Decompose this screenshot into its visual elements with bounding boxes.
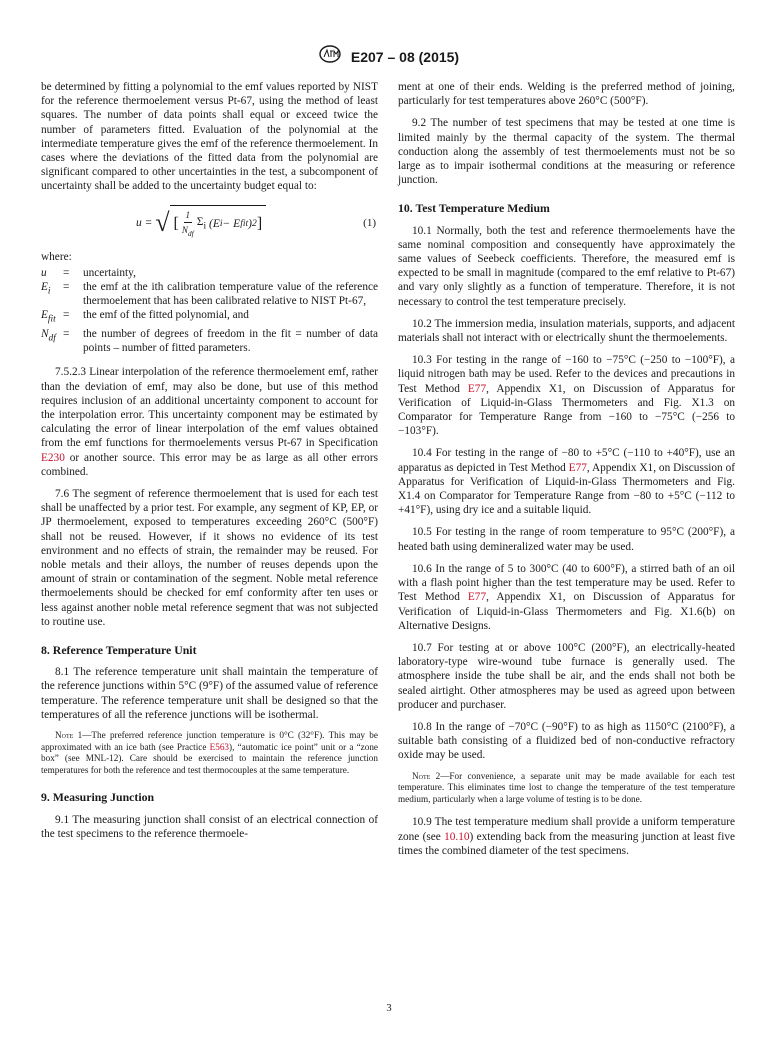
radical-icon: √ xyxy=(155,207,170,237)
link-e230[interactable]: E230 xyxy=(41,451,65,464)
note-1: Note 1—The preferred reference junction temperature is 0°C (32°F). This may be approximated with an ice bath (see Practice E563), “automatic ice point” unit or a “zone box” (see MNL-12). Care should be exercised to maintain the reference junction temperatures for both the reference and test thermocouples at the same temperature. xyxy=(41,729,379,775)
fraction-denominator: $N_{df}$ xyxy=(181,224,194,238)
paragraph-10-9: 10.9 The test temperature medium shall provide a uniform temperature zone (see 10.10) extending back from the measuring junction at least five times the combined diameter of the test specimens. xyxy=(398,816,735,857)
page-number: 3 xyxy=(386,1003,392,1014)
note-2: Note 2—For convenience, a separate unit may be made available for each test temperature. This eliminates time lost to change the temperature of the test temperature medium, particularly when a large volume of testing is to be done. xyxy=(398,770,735,804)
definition-row: u = uncertainty, xyxy=(41,266,136,279)
link-e77[interactable]: E77 xyxy=(568,461,587,474)
link-section-10-10[interactable]: 10.10 xyxy=(444,830,470,843)
equation-1 xyxy=(41,202,378,244)
paragraph-9-1: 9.1 The measuring junction shall consist of an electrical connection of the test specimens to the reference thermoele- xyxy=(41,813,378,840)
definition-row: $E_{fit}$ = the emf of the fitted polynomial, and xyxy=(41,309,249,325)
paragraph-10-3: 10.3 For testing in the range of −160 to −75°C (−250 to −100°F), a liquid nitrogen bath may be used. Refer to the devices and precautions in Test Method E77, Appendix X1, on Discussion of Apparatus for Verification of Liquid-in-Glass Thermometers and Fig. X1.3 on Comparator for Temperature Range from −160 to −75°C (−256 to −103°F). xyxy=(398,354,735,438)
standard-code: E207 – 08 (2015) xyxy=(350,48,460,65)
right-column xyxy=(398,80,735,866)
definition-row: $E_i$ = the emf at the ith calibration temperature value of the reference thermoelement that has been calibrated relative to NIST Pt-67, xyxy=(41,281,378,308)
paragraph-10-2: 10.2 The immersion media, insulation materials, supports, and adjacent materials shall not interact with or electrically shunt the thermoelements. xyxy=(398,317,735,345)
equation-number: (1) xyxy=(363,216,376,229)
left-column xyxy=(41,80,378,849)
equation-term: (E xyxy=(208,218,220,231)
paragraph-8-1: 8.1 The reference temperature unit shall maintain the temperature of the reference junctions within 5°C (9°F) of the assumed value of reference temperature. The reference temperature unit shall be designed so that the temperatures of all the reference junctions will be isothermal. xyxy=(41,666,378,721)
paragraph-9-1-continued: ment at one of their ends. Welding is the preferred method of joining, particularly for test temperatures above 260°C (500°F). xyxy=(398,81,735,108)
paragraph-10-6: 10.6 In the range of 5 to 300°C (40 to 600°F), a stirred bath of an oil with a flash point higher than the test temperature may be used. Refer to Test Method E77, Appendix X1, on Discussion of Apparatus for Verification of Liquid-in-Glass Thermometers and Fig. X1.6(b) on Alternative Designs. xyxy=(398,562,735,632)
fraction xyxy=(182,208,194,241)
paragraph-10-5: 10.5 For testing in the range of room temperature to 95°C (200°F), a heated bath using demineralized water may be used. xyxy=(398,526,735,553)
where-label: where: xyxy=(41,250,72,263)
paragraph-continued: be determined by fitting a polynomial to the emf values reported by NIST for the reference thermoelement versus Pt-67, using the method of least squares. The number of data points shall equal or exceed twice the number of parameters fitted. Evaluation of the polynomial at the intermediate temperature gives the emf of the reference thermoelement. In cases where the deviations of the fitted data from the polynomial are significant compared to other uncertainties in the test, a subcomponent of uncertainty shall be added to the uncertainty budget equal to: xyxy=(41,81,378,193)
paragraph-10-7: 10.7 For testing at or above 100°C (200°F), an electrically-heated laboratory-type wire-wound tube furnace is generally used. The atmosphere inside the tube shall be air, and the ends shall not both be sealed airtight. Other atmospheres may be used as agreed upon between producer and purchaser. xyxy=(398,641,735,711)
link-e77[interactable]: E77 xyxy=(467,591,487,604)
link-e563[interactable]: E563 xyxy=(209,741,230,752)
astm-logo-icon xyxy=(319,45,341,68)
paragraph-7-5-2-3: 7.5.2.3 Linear interpolation of the reference thermoelement emf, rather than the deviation of emf, may also be done, but use of this method requires inclusion of an additional uncertainty component to account for the interpolation error. This uncertainty component may be estimated by calculating the error of linear interpolation of the emf values obtained from the emf functions for thermoelements versus Pt-67 in Specification E230 or another source. This error may be as large as all other errors combined. xyxy=(41,366,378,478)
square-root: √ [ $\frac{1}{N_{df}}$ $\Sigma_i$ (E i − E fit ) 2 ] xyxy=(155,205,266,241)
paragraph-9-2: 9.2 The number of test specimens that may be tested at one time is limited mainly by the thermal capacity of the system. The thermal conduction along the assembly of test thermoelements must not be so large as to impair isothermal conditions at the measuring or reference junction. xyxy=(398,117,735,187)
section-10-heading: 10. Test Temperature Medium xyxy=(398,201,550,216)
fraction-numerator: 1 xyxy=(184,208,193,223)
section-8-heading: 8. Reference Temperature Unit xyxy=(41,642,197,657)
sum-symbol: $\Sigma_i$ xyxy=(196,215,207,232)
definition-row: $N_{df}$ = the number of degrees of freedom in the fit = number of data points – number of fitted parameters. xyxy=(41,327,378,355)
paragraph-7-6: 7.6 The segment of reference thermoelement that is used for each test shall be unaffected by a prior test. For example, any segment of KP, EP, or JP thermoelement, exposed to temperatures exceeding 260°C (500°F) shall not be reused. However, if it shows no evidence of its test environment and no effects of strain, the remainder may be reused. For noble metals and their alloys, the number of reuses depends upon the amount of strain or contamination of the segment. Noble metal reference thermoelements should be checked for emf conformity after ten uses or less against another noble metal reference segment that was not subjected to routine use. xyxy=(41,487,378,628)
link-e77[interactable]: E77 xyxy=(467,382,487,395)
section-9-heading: 9. Measuring Junction xyxy=(41,790,155,805)
equation-lhs: u = xyxy=(136,216,153,229)
page-header xyxy=(0,45,778,68)
equation-formula xyxy=(136,205,266,241)
paragraph-10-1: 10.1 Normally, both the test and reference thermoelements have the same nominal composition and consequently have approximately the same values of Seebeck coefficients. Therefore, the measured emf is expected to be small in magnitude (compared to the emf relative to Pt-67) and vary only slightly as a function of temperature. Therefore, it is not necessary to control the test temperature precisely. xyxy=(398,224,735,308)
definitions-list xyxy=(41,266,378,355)
paragraph-10-8: 10.8 In the range of −70°C (−90°F) to as high as 1150°C (2100°F), a suitable bath consisting of a fluidized bed of non-conductive refractory oxide may be used. xyxy=(398,720,735,762)
paragraph-10-4: 10.4 For testing in the range of −80 to +5°C (−110 to +40°F), use an apparatus as depicted in Test Method E77, Appendix X1, on Discussion of Apparatus for Verification of Liquid-in-Glass Thermometers and Fig. X1.4 on Comparator for Temperature Range from −80 to +5°C (−112 to +41°F), using dry ice and a suitable liquid. xyxy=(398,447,735,517)
